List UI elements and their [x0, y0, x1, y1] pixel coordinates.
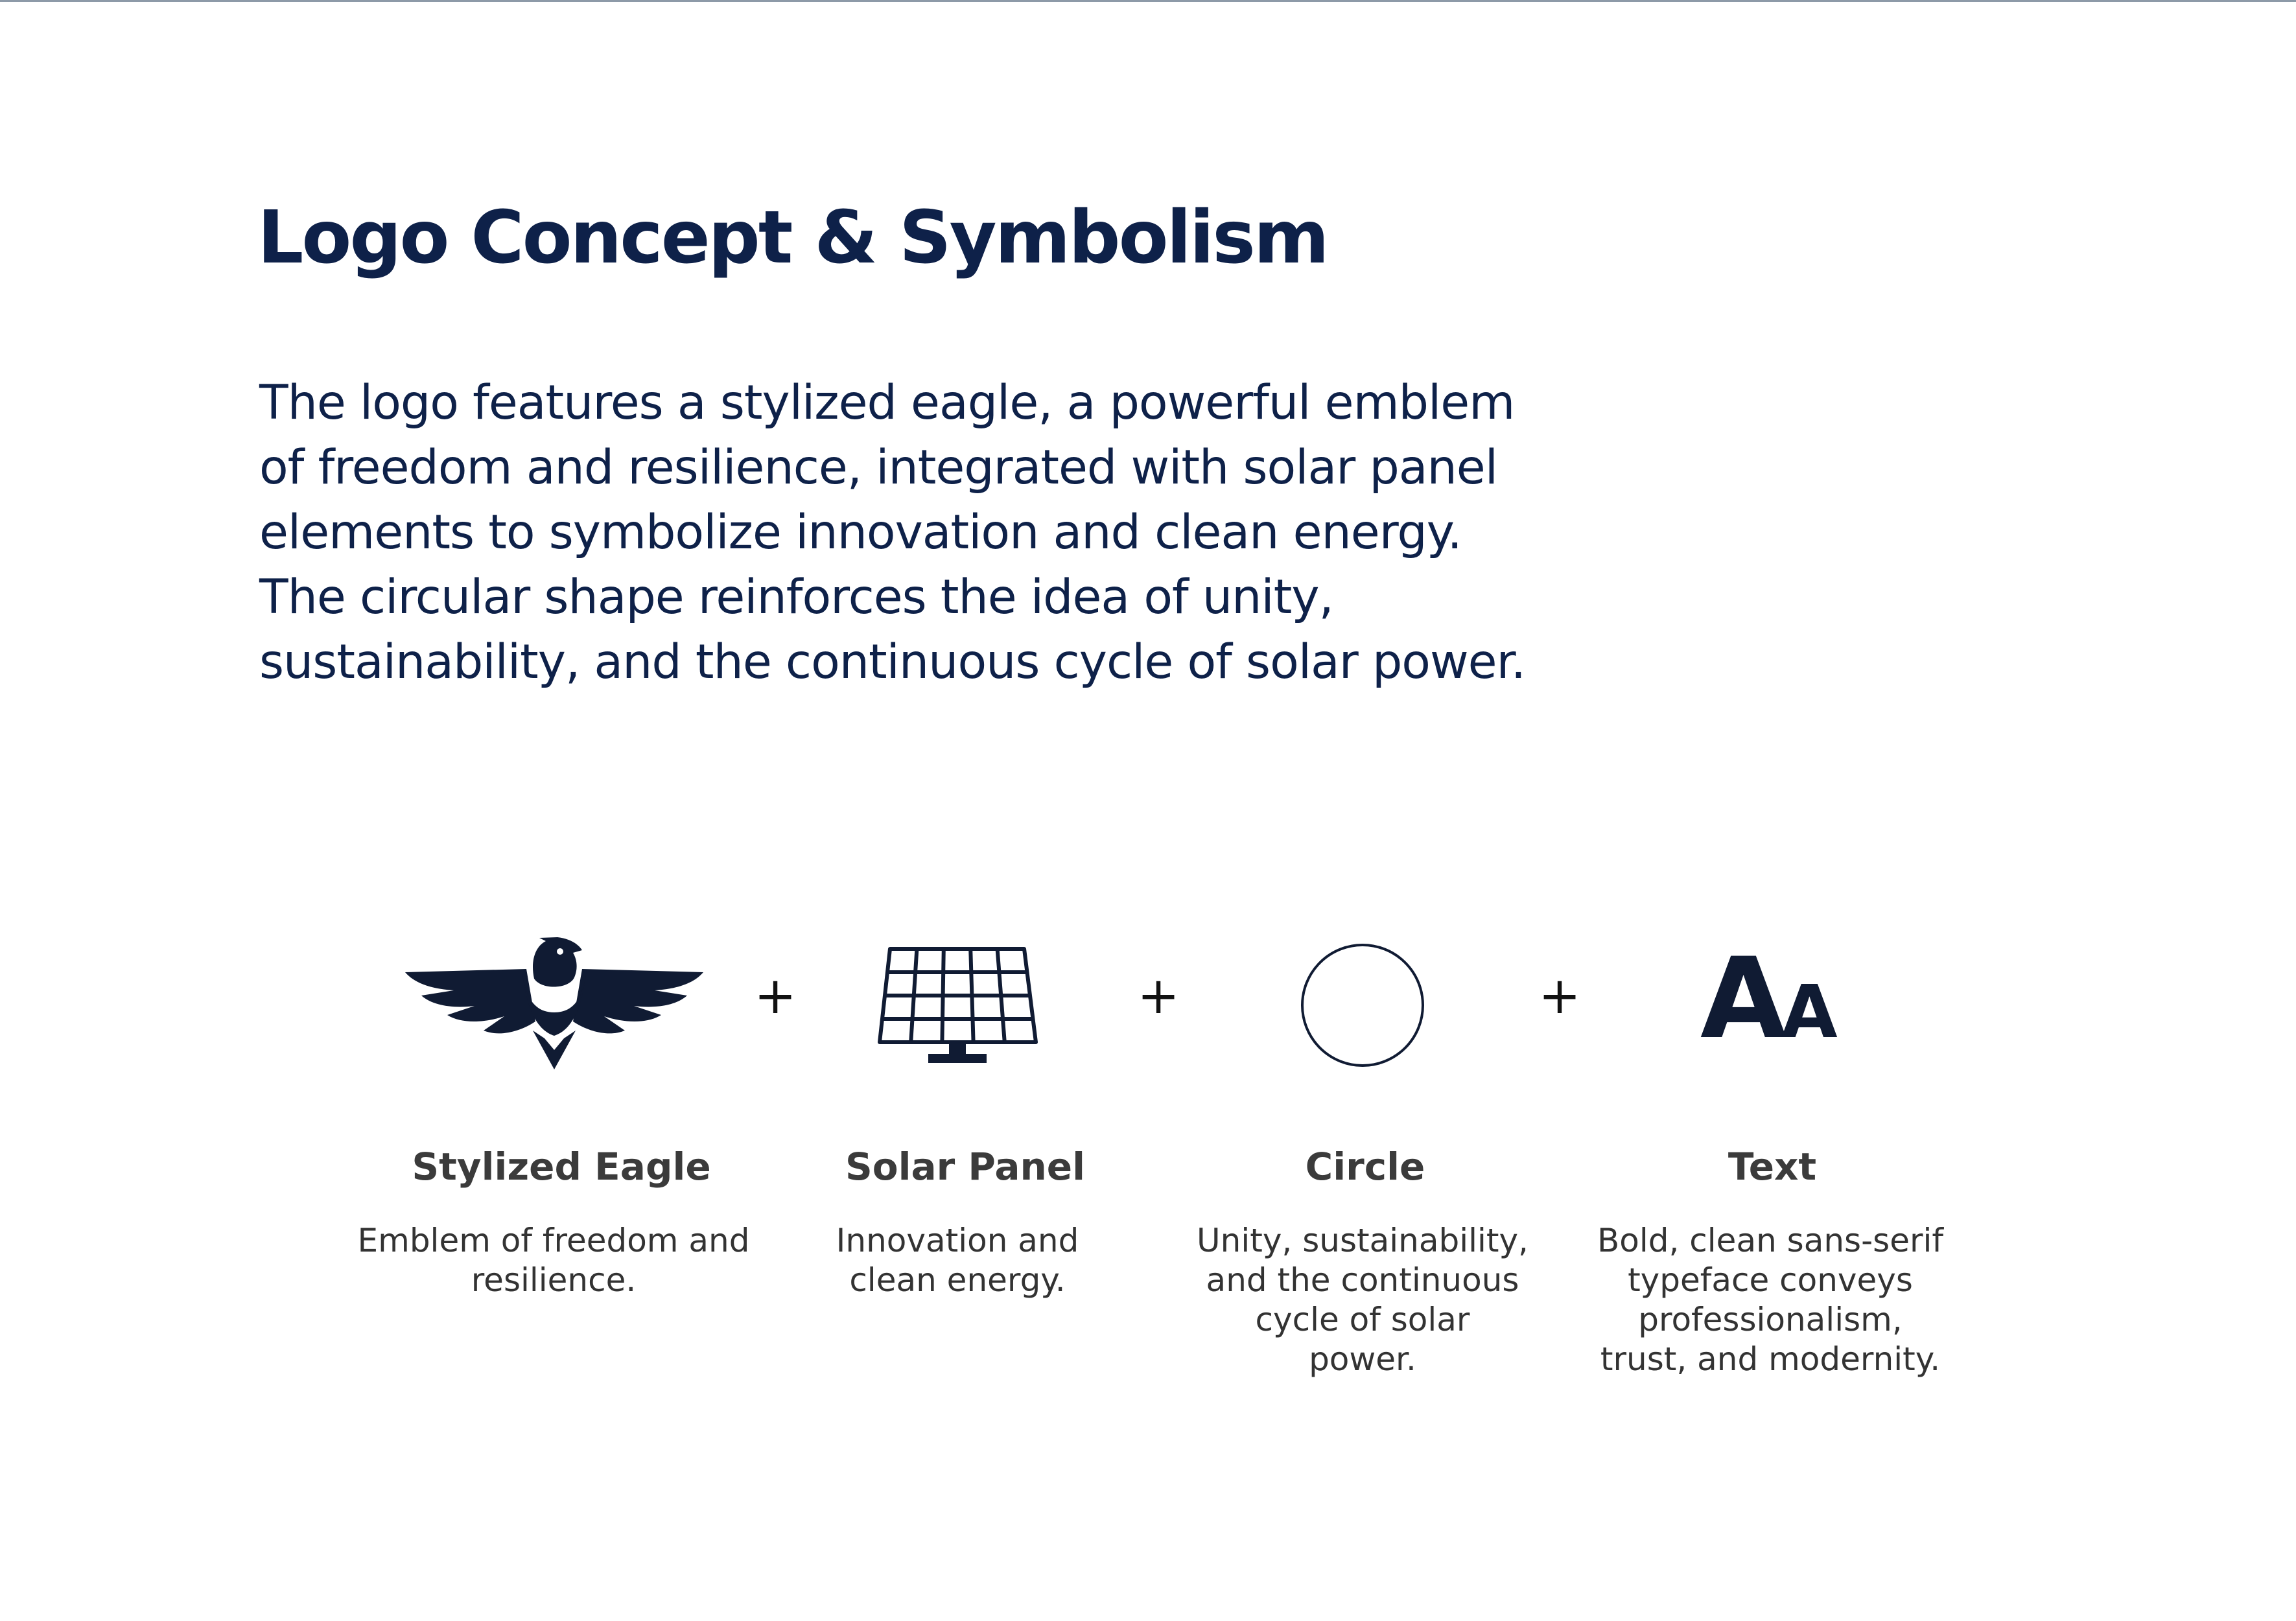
- description-line: trust, and modernity.: [1600, 1340, 1941, 1378]
- description-line: typeface conveys: [1628, 1261, 1913, 1299]
- plus-separator: +: [1137, 967, 1180, 1025]
- element-title: Text: [1728, 1145, 1817, 1189]
- description-line: Innovation and: [836, 1222, 1079, 1259]
- description-line: Bold, clean sans-serif: [1597, 1222, 1944, 1259]
- eagle-icon: [402, 933, 707, 1076]
- description-line: power.: [1309, 1340, 1416, 1378]
- description-line: Unity, sustainability,: [1197, 1222, 1529, 1259]
- typography-icon: [1692, 946, 1847, 1050]
- element-description: [358, 1221, 750, 1300]
- element-title: Stylized Eagle: [412, 1145, 711, 1189]
- element-description: [836, 1221, 1079, 1300]
- plus-separator: +: [754, 967, 797, 1025]
- circle-icon: [1296, 940, 1429, 1073]
- description-line: clean energy.: [849, 1261, 1066, 1299]
- solar-panel-icon: [875, 943, 1044, 1066]
- intro-line: The logo features a stylized eagle, a powerful emblem: [259, 375, 1515, 430]
- intro-paragraph: [259, 371, 1685, 695]
- intro-line: The circular shape reinforces the idea of unity,: [259, 570, 1333, 625]
- intro-line: of freedom and resilience, integrated with solar panel: [259, 440, 1497, 495]
- intro-line: sustainability, and the continuous cycle of solar power.: [259, 635, 1526, 690]
- top-rule: [0, 0, 2296, 2]
- description-line: resilience.: [471, 1261, 637, 1299]
- description-line: Emblem of freedom and: [357, 1222, 750, 1259]
- page-title: Logo Concept & Symbolism: [257, 196, 1328, 280]
- typography-glyph-large: A: [1700, 946, 1787, 1050]
- element-title: Solar Panel: [845, 1145, 1086, 1189]
- typography-glyph-small: A: [1781, 970, 1838, 1050]
- element-description: [1597, 1221, 1943, 1379]
- plus-separator: +: [1538, 967, 1581, 1025]
- intro-line: elements to symbolize innovation and clean energy.: [259, 505, 1462, 560]
- description-line: cycle of solar: [1255, 1301, 1470, 1338]
- description-line: and the continuous: [1206, 1261, 1519, 1299]
- element-description: [1197, 1221, 1529, 1379]
- description-line: professionalism,: [1638, 1301, 1903, 1338]
- element-title: Circle: [1305, 1145, 1425, 1189]
